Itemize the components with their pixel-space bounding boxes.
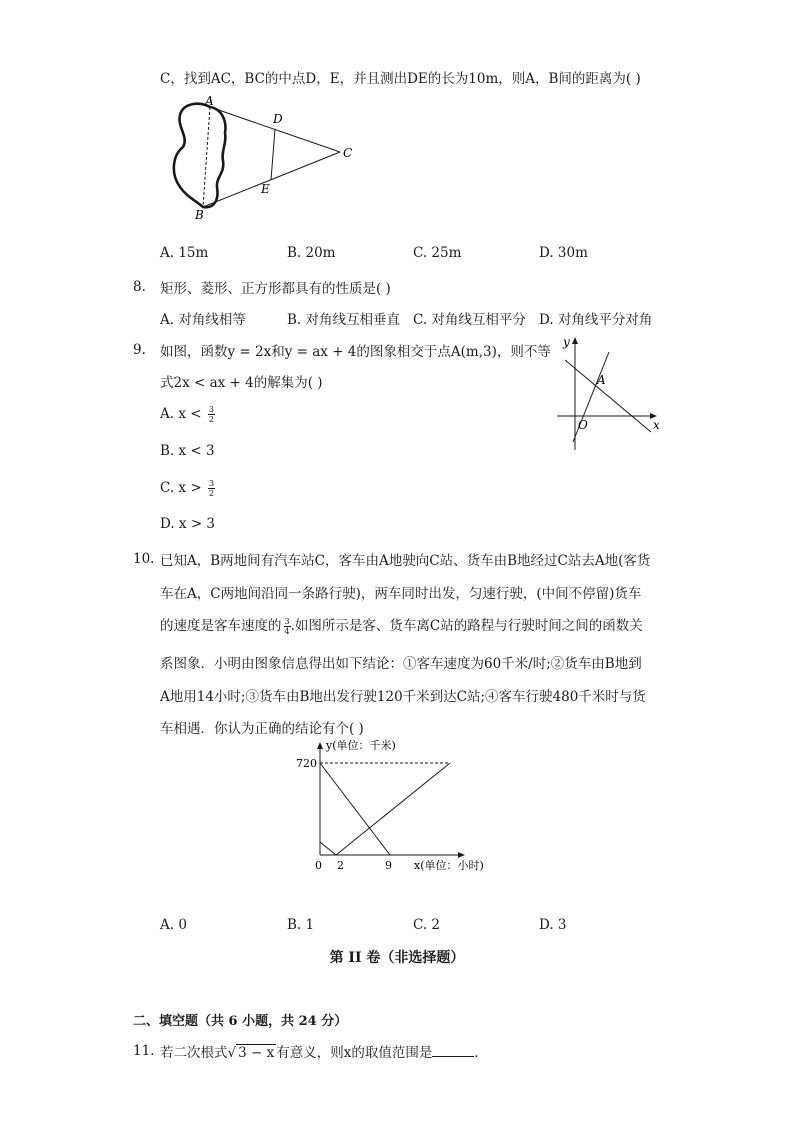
graph-label-point-a: A xyxy=(597,373,606,387)
q11-radicand: 3 − x xyxy=(238,1045,275,1061)
q7-option-a[interactable]: A. 15m xyxy=(160,245,209,261)
q8-stem: 矩形、菱形、正方形都具有的性质是( ) xyxy=(160,281,391,297)
q9-stem-line2: 式2x < ax + 4的解集为( ) xyxy=(160,375,323,391)
q9-option-b[interactable]: B. x < 3 xyxy=(160,443,215,459)
q9-option-c-text: C. x > xyxy=(160,480,202,496)
chart-x-axis-arrow xyxy=(458,852,465,858)
chart-x-tick-0: 0 xyxy=(315,859,322,872)
q7-option-b[interactable]: B. 20m xyxy=(287,245,336,261)
q11-stem xyxy=(160,1041,488,1061)
label-D: D xyxy=(273,112,283,126)
q9-stem-line1: 如图，函数y = 2x和y = ax + 4的图象相交于点A(m,3)，则不等 xyxy=(160,344,551,360)
q10-line3 xyxy=(160,614,643,636)
q11-pre: 若二次根式 xyxy=(160,1045,228,1061)
chart-y-label: y(单位：千米) xyxy=(326,739,396,752)
chart-x-tick-2: 2 xyxy=(337,859,344,872)
q10-line1: 已知A，B两地间有汽车站C，客车由A地驶向C站、货车由B地经过C站去A地(客货 xyxy=(160,553,651,569)
q8-option-a[interactable]: A. 对角线相等 xyxy=(160,312,246,328)
graph-label-y: y xyxy=(563,335,570,349)
label-A: A xyxy=(205,95,214,108)
q9-option-a-text: A. x < xyxy=(160,406,202,422)
lake-outline xyxy=(174,104,226,208)
segment-DE xyxy=(271,129,275,180)
chart-y-tick-720: 720 xyxy=(296,757,317,770)
chart-x-tick-9: 9 xyxy=(385,859,392,872)
q10-line3-post: .如图所示是客、货车离C站的路程与行驶时间之间的函数关 xyxy=(290,618,643,634)
q7-figure xyxy=(165,95,365,223)
q9-option-d[interactable]: D. x > 3 xyxy=(160,516,216,532)
label-B: B xyxy=(195,208,204,222)
truck-line xyxy=(320,763,450,855)
q10-option-a[interactable]: A. 0 xyxy=(160,917,187,933)
q10-line2: 车在A，C两地间沿同一条路行驶)，两车同时出发，匀速行驶，(中间不停留)货车 xyxy=(160,586,642,602)
segment-AB-dashed xyxy=(203,107,210,207)
q11-answer-blank[interactable] xyxy=(432,1044,474,1057)
q8-option-b[interactable]: B. 对角线互相垂直 xyxy=(287,312,401,328)
q10-option-d[interactable]: D. 3 xyxy=(539,917,567,933)
q11-post: 有意义，则x的取值范围是 xyxy=(276,1045,433,1061)
q10-line3-pre: 的速度是客车速度的 xyxy=(160,618,282,634)
q10-line4: 系图象．小明由图象信息得出如下结论：①客车速度为60千米/时;②货车由B地到 xyxy=(160,656,642,672)
chart-x-label: x(单位：小时) xyxy=(414,859,484,872)
q7-stem-line: C，找到AC，BC的中点D，E，并且测出DE的长为10m，则A，B间的距离为( ) xyxy=(160,71,641,87)
q10-line6: 车相遇．你认为正确的结论有个( ) xyxy=(160,721,364,737)
q9-option-a-fraction: $\frac{3}{2}$ xyxy=(208,405,214,424)
q10-option-c[interactable]: C. 2 xyxy=(413,917,441,933)
q10-line3-fraction: $\frac{3}{4}$ xyxy=(284,617,290,636)
q11-end: ． xyxy=(474,1045,488,1061)
label-C: C xyxy=(343,146,353,160)
chart-y-axis-arrow xyxy=(317,742,323,749)
graph-label-origin: O xyxy=(578,418,588,432)
q9-option-c[interactable] xyxy=(160,479,215,498)
q10-line5: A地用14小时;③货车由B地出发行驶120千米到达C站;④客车行驶480千米时与货 xyxy=(160,689,646,705)
sqrt-sign: √ xyxy=(227,1045,237,1061)
y-axis-arrow xyxy=(572,337,578,344)
bus-line xyxy=(320,763,390,855)
q9-graph xyxy=(553,332,668,452)
q7-option-d[interactable]: D. 30m xyxy=(539,245,588,261)
q9-option-a[interactable] xyxy=(160,405,215,424)
section-2-title: 第 II 卷（非选择题） xyxy=(329,950,465,966)
q8-option-d[interactable]: D. 对角线平分对角 xyxy=(539,312,653,328)
q8-option-c[interactable]: C. 对角线互相平分 xyxy=(413,312,526,328)
q11-number: 11. xyxy=(133,1043,155,1059)
label-E: E xyxy=(261,182,270,196)
q8-number: 8. xyxy=(133,279,146,295)
q7-option-c[interactable]: C. 25m xyxy=(413,245,462,261)
q10-option-b[interactable]: B. 1 xyxy=(287,917,315,933)
q9-number: 9. xyxy=(133,342,146,358)
part-2-heading: 二、填空题（共 6 小题，共 24 分） xyxy=(133,1014,348,1029)
q10-number: 10. xyxy=(133,551,155,567)
graph-label-x: x xyxy=(653,418,660,432)
q10-chart xyxy=(290,735,500,880)
q9-option-c-fraction: $\frac{3}{2}$ xyxy=(208,479,215,498)
